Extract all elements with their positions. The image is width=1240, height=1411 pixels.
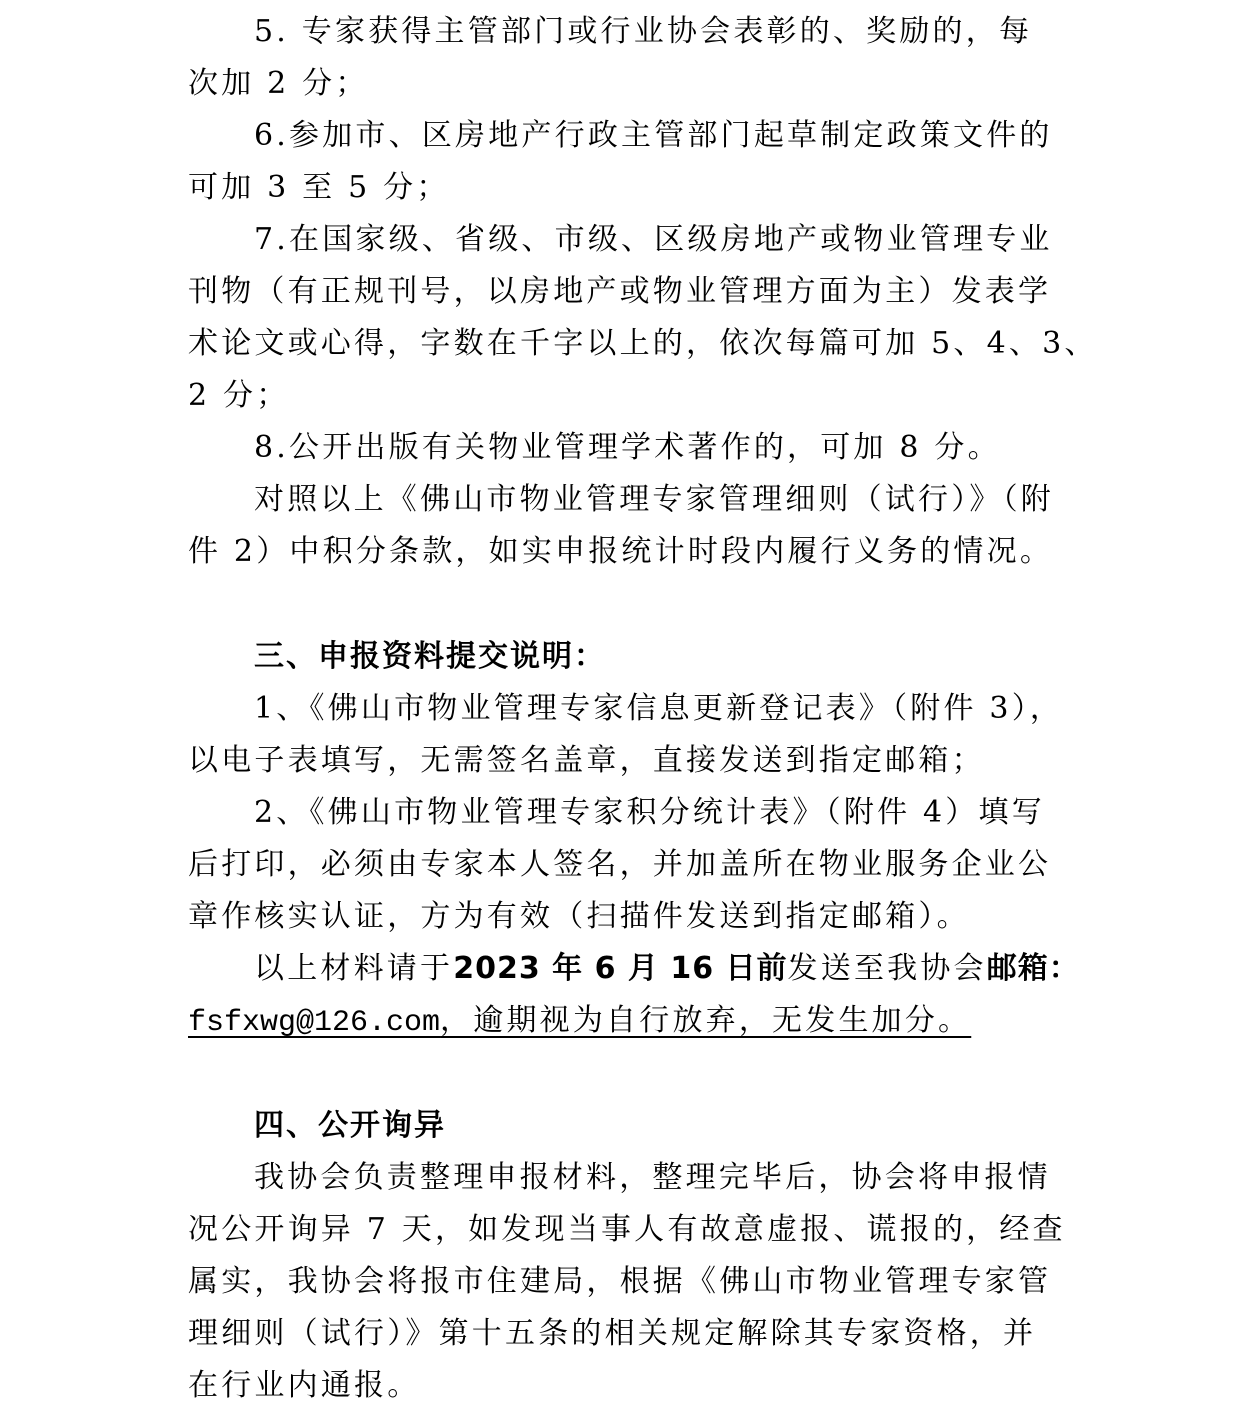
section-three-item-2-line-2: 后打印，必须由专家本人签名，并加盖所在物业服务企业公 [188, 847, 1052, 882]
section-three-item-1-line-2: 以电子表填写，无需签名盖章，直接发送到指定邮箱； [188, 743, 985, 778]
deadline-middle: 发送至我协会 [787, 951, 987, 986]
deadline-line-2 [188, 1001, 971, 1043]
email-label: 邮箱： [986, 951, 1080, 986]
section-four-line-4: 理细则（试行）》第十五条的相关规定解除其专家资格，并 [188, 1316, 1037, 1351]
deadline-line-1 [254, 949, 1080, 989]
summary-line-1: 对照以上《佛山市物业管理专家管理细则（试行）》（附 [254, 482, 1054, 517]
section-three-heading: 三、申报资料提交说明： [254, 639, 606, 674]
section-four-line-2: 况公开询异 7 天，如发现当事人有故意虚报、谎报的，经查 [188, 1212, 1066, 1247]
point-7-line-4: 2 分； [188, 378, 290, 413]
section-four-line-1: 我协会负责整理申报材料，整理完毕后，协会将申报情 [254, 1160, 1051, 1195]
deadline-prefix: 以上材料请于 [254, 951, 454, 986]
section-four-line-3: 属实，我协会将报市住建局，根据《佛山市物业管理专家管 [188, 1264, 1052, 1299]
email-address[interactable]: fsfxwg@126.com [188, 1006, 441, 1040]
point-6-line-1: 6.参加市、区房地产行政主管部门起草制定政策文件的 [254, 118, 1053, 153]
point-7-line-2: 刊物（有正规刊号，以房地产或物业管理方面为主）发表学 [188, 274, 1052, 309]
section-three-item-2-line-1: 2、《佛山市物业管理专家积分统计表》（附件 4）填写 [254, 795, 1045, 830]
section-four-heading: 四、公开询异 [254, 1108, 446, 1143]
section-three-item-1-line-1: 1、《佛山市物业管理专家信息更新登记表》（附件 3）， [254, 691, 1064, 726]
section-three-item-2-line-3: 章作核实认证，方为有效（扫描件发送到指定邮箱）。 [188, 899, 970, 934]
point-5-line-2: 次加 2 分； [188, 66, 369, 101]
point-8-line-1: 8.公开出版有关物业管理学术著作的，可加 8 分。 [254, 430, 1001, 465]
section-four-line-5: 在行业内通报。 [188, 1368, 421, 1403]
summary-line-2: 件 2）中积分条款，如实申报统计时段内履行义务的情况。 [188, 534, 1054, 569]
deadline-date: 2023 年 6 月 16 日前 [453, 951, 788, 986]
deadline-suffix: ，逾期视为自行放弃，无发生加分。 [440, 1003, 972, 1038]
point-5-line-1: 5. 专家获得主管部门或行业协会表彰的、奖励的，每 [254, 14, 1033, 49]
point-7-line-3: 术论文或心得，字数在千字以上的，依次每篇可加 5、4、3、 [188, 326, 1098, 361]
point-6-line-2: 可加 3 至 5 分； [188, 170, 450, 205]
point-7-line-1: 7.在国家级、省级、市级、区级房地产或物业管理专业 [254, 222, 1053, 257]
